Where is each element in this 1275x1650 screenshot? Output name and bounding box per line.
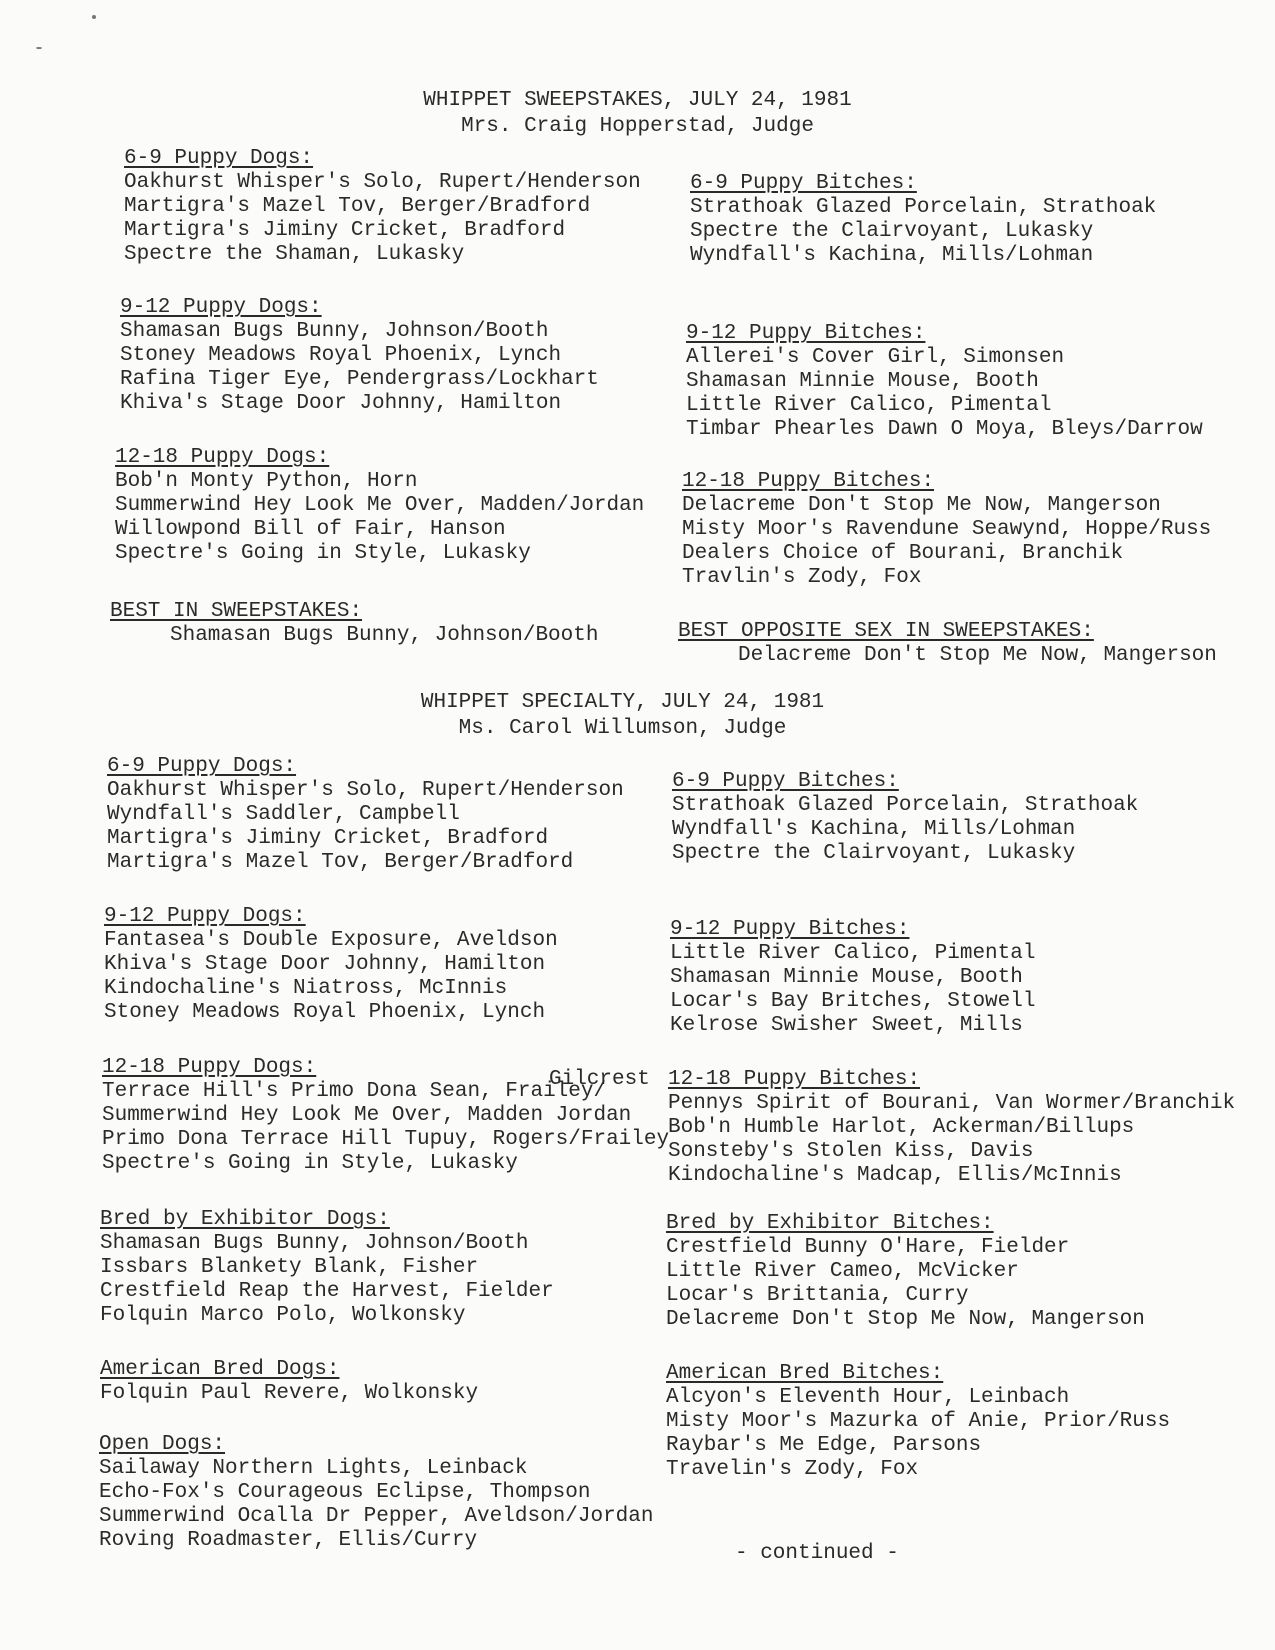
sweep-12-18-puppy-dogs [115, 446, 644, 566]
specialty-judge: Ms. Carol Willumson, Judge [458, 717, 787, 740]
category-heading: 9-12 Puppy Dogs: [104, 905, 306, 928]
category-heading: 6-9 Puppy Dogs: [107, 755, 297, 778]
entry: Misty Moor's Ravendune Seawynd, Hoppe/Russ [682, 518, 1212, 541]
entry: Summerwind Hey Look Me Over, Madden/Jordan [115, 494, 645, 517]
entry: Locar's Bay Britches, Stowell [670, 990, 1036, 1013]
entry: Alcyon's Eleventh Hour, Leinbach [666, 1386, 1070, 1409]
entry: Bob'n Monty Python, Horn [115, 470, 418, 493]
specialty-header [0, 690, 1260, 742]
spec-american-bred-bitches [666, 1362, 1170, 1482]
entry: Sailaway Northern Lights, Leinback [99, 1457, 528, 1480]
spec-american-bred-dogs [100, 1358, 478, 1406]
entry: Strathoak Glazed Porcelain, Strathoak [690, 196, 1157, 219]
entry: Little River Calico, Pimental [686, 394, 1052, 417]
entry: Pennys Spirit of Bourani, Van Wormer/Branchik [668, 1092, 1236, 1115]
spec-9-12-puppy-bitches [670, 918, 1035, 1038]
category-heading: 12-18 Puppy Bitches: [682, 470, 935, 493]
entry: Kindochaline's Madcap, Ellis/McInnis [668, 1164, 1122, 1187]
entry: Roving Roadmaster, Ellis/Curry [99, 1529, 478, 1552]
entry: Summerwind Hey Look Me Over, Madden Jordan [102, 1104, 632, 1127]
spec-6-9-puppy-bitches [672, 770, 1138, 866]
entry: Khiva's Stage Door Johnny, Hamilton [120, 392, 562, 415]
entry: Allerei's Cover Girl, Simonsen [686, 346, 1065, 369]
category-heading: 12-18 Puppy Bitches: [668, 1068, 921, 1091]
category-heading: 6-9 Puppy Bitches: [690, 172, 917, 195]
category-heading: American Bred Dogs: [100, 1358, 340, 1381]
entry: Crestfield Reap the Harvest, Fielder [100, 1280, 554, 1303]
entry: Echo-Fox's Courageous Eclipse, Thompson [99, 1481, 591, 1504]
gilcrest-note: Gilcrest [549, 1068, 650, 1091]
category-heading: 9-12 Puppy Bitches: [686, 322, 926, 345]
category-heading: 12-18 Puppy Dogs: [102, 1056, 317, 1079]
category-heading: Bred by Exhibitor Dogs: [100, 1208, 390, 1231]
spec-bred-by-exhibitor-bitches [666, 1212, 1145, 1332]
spec-12-18-puppy-bitches [668, 1068, 1235, 1188]
sweepstakes-judge: Mrs. Craig Hopperstad, Judge [461, 115, 814, 138]
sweepstakes-header [0, 88, 1275, 140]
entry: Delacreme Don't Stop Me Now, Mangerson [666, 1308, 1145, 1331]
entry: Wyndfall's Kachina, Mills/Lohman [672, 818, 1076, 841]
entry: Sonsteby's Stolen Kiss, Davis [668, 1140, 1034, 1163]
sweep-9-12-puppy-dogs [120, 296, 599, 416]
spec-bred-by-exhibitor-dogs [100, 1208, 554, 1328]
entry: Spectre the Clairvoyant, Lukasky [690, 220, 1094, 243]
entry: Khiva's Stage Door Johnny, Hamilton [104, 953, 546, 976]
entry: Fantasea's Double Exposure, Aveldson [104, 929, 558, 952]
spec-open-dogs [99, 1433, 654, 1553]
category-heading: Open Dogs: [99, 1433, 226, 1456]
entry: Primo Dona Terrace Hill Tupuy, Rogers/Frailey [102, 1128, 670, 1151]
category-heading: 6-9 Puppy Dogs: [124, 147, 314, 170]
entry: Oakhurst Whisper's Solo, Rupert/Henderson [107, 779, 624, 802]
entry: Stoney Meadows Royal Phoenix, Lynch [120, 344, 562, 367]
entry: Shamasan Bugs Bunny, Johnson/Booth [100, 1232, 529, 1255]
sweep-12-18-puppy-bitches [682, 470, 1211, 590]
entry: Spectre the Shaman, Lukasky [124, 243, 465, 266]
entry: Raybar's Me Edge, Parsons [666, 1434, 982, 1457]
entry: Terrace Hill's Primo Dona Sean, Frailey/ [102, 1080, 607, 1103]
entry: Folquin Paul Revere, Wolkonsky [100, 1382, 479, 1405]
entry: Delacreme Don't Stop Me Now, Mangerson [738, 644, 1217, 667]
entry: Shamasan Minnie Mouse, Booth [670, 966, 1023, 989]
entry: Martigra's Jiminy Cricket, Bradford [124, 219, 566, 242]
entry: Travelin's Zody, Fox [666, 1458, 919, 1481]
entry: Locar's Brittania, Curry [666, 1284, 969, 1307]
entry: Dealers Choice of Bourani, Branchik [682, 542, 1124, 565]
sweepstakes-title: WHIPPET SWEEPSTAKES, JULY 24, 1981 [423, 89, 852, 112]
entry: Travlin's Zody, Fox [682, 566, 922, 589]
ink-speck [92, 15, 96, 19]
entry: Shamasan Bugs Bunny, Johnson/Booth [120, 320, 549, 343]
spec-6-9-puppy-dogs [107, 755, 624, 875]
entry: Wyndfall's Kachina, Mills/Lohman [690, 244, 1094, 267]
entry: Rafina Tiger Eye, Pendergrass/Lockhart [120, 368, 599, 391]
entry: Bob'n Humble Harlot, Ackerman/Billups [668, 1116, 1135, 1139]
spec-9-12-puppy-dogs [104, 905, 558, 1025]
entry: Oakhurst Whisper's Solo, Rupert/Henderson [124, 171, 641, 194]
entry: Strathoak Glazed Porcelain, Strathoak [672, 794, 1139, 817]
entry: Folquin Marco Polo, Wolkonsky [100, 1304, 466, 1327]
entry: Little River Calico, Pimental [670, 942, 1036, 965]
category-heading: 12-18 Puppy Dogs: [115, 446, 330, 469]
entry: Martigra's Mazel Tov, Berger/Bradford [124, 195, 591, 218]
entry: Wyndfall's Saddler, Campbell [107, 803, 460, 826]
specialty-title: WHIPPET SPECIALTY, JULY 24, 1981 [420, 691, 825, 714]
entry: Timbar Phearles Dawn O Moya, Bleys/Darrow [686, 418, 1203, 441]
entry: Misty Moor's Mazurka of Anie, Prior/Russ [666, 1410, 1171, 1433]
entry: Summerwind Ocalla Dr Pepper, Aveldson/Jordan [99, 1505, 654, 1528]
entry: Crestfield Bunny O'Hare, Fielder [666, 1236, 1070, 1259]
entry: Willowpond Bill of Fair, Hanson [115, 518, 506, 541]
entry: Kelrose Swisher Sweet, Mills [670, 1014, 1023, 1037]
entry: Stoney Meadows Royal Phoenix, Lynch [104, 1001, 546, 1024]
entry: Issbars Blankety Blank, Fisher [100, 1256, 479, 1279]
entry: Spectre's Going in Style, Lukasky [102, 1152, 518, 1175]
category-heading: BEST OPPOSITE SEX IN SWEEPSTAKES: [678, 620, 1094, 643]
entry: Spectre the Clairvoyant, Lukasky [672, 842, 1076, 865]
entry: Spectre's Going in Style, Lukasky [115, 542, 531, 565]
continued-note: - continued - [735, 1542, 899, 1565]
entry: Shamasan Bugs Bunny, Johnson/Booth [170, 624, 599, 647]
sweep-6-9-puppy-bitches [690, 172, 1156, 268]
category-heading: American Bred Bitches: [666, 1362, 944, 1385]
category-heading: 9-12 Puppy Bitches: [670, 918, 910, 941]
category-heading: Bred by Exhibitor Bitches: [666, 1212, 994, 1235]
sweep-6-9-puppy-dogs [124, 147, 641, 267]
entry: Little River Cameo, McVicker [666, 1260, 1019, 1283]
entry: Shamasan Minnie Mouse, Booth [686, 370, 1039, 393]
spec-12-18-puppy-dogs [102, 1056, 669, 1176]
best-opposite-sex-in-sweepstakes [678, 620, 1217, 668]
best-in-sweepstakes [110, 600, 598, 648]
category-heading: BEST IN SWEEPSTAKES: [110, 600, 363, 623]
ink-speck [36, 47, 42, 49]
category-heading: 9-12 Puppy Dogs: [120, 296, 322, 319]
entry: Martigra's Mazel Tov, Berger/Bradford [107, 851, 574, 874]
entry: Martigra's Jiminy Cricket, Bradford [107, 827, 549, 850]
category-heading: 6-9 Puppy Bitches: [672, 770, 899, 793]
entry: Kindochaline's Niatross, McInnis [104, 977, 508, 1000]
sweep-9-12-puppy-bitches [686, 322, 1203, 442]
entry: Delacreme Don't Stop Me Now, Mangerson [682, 494, 1161, 517]
